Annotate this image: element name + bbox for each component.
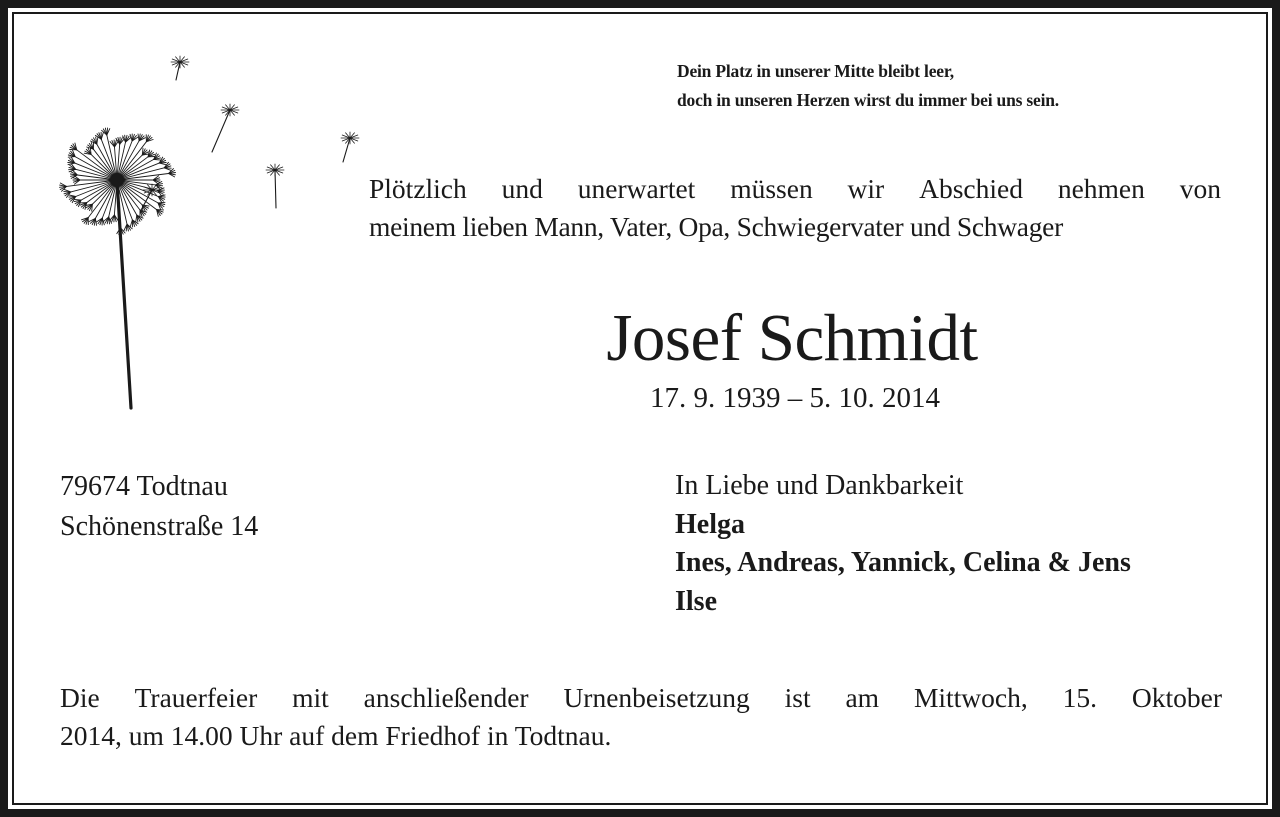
- funeral-word: anschließender: [363, 682, 529, 713]
- intro-text: [369, 170, 1221, 246]
- family-name: Ines, Andreas, Yannick, Celina & Jens: [675, 547, 1131, 578]
- address-street: Schönenstraße 14: [60, 511, 259, 542]
- intro-word: Abschied: [919, 173, 1023, 204]
- intro-word: müssen: [730, 173, 813, 204]
- funeral-line-1: [60, 679, 1222, 717]
- family-block: [675, 467, 1235, 621]
- deceased-name: Josef Schmidt: [606, 301, 978, 375]
- motto-verse: [677, 57, 1237, 115]
- motto-line-1: Dein Platz in unserer Mitte bleibt leer,: [677, 61, 954, 81]
- address-block: [60, 467, 258, 547]
- intro-word: und: [501, 173, 543, 204]
- funeral-line-2: 2014, um 14.00 Uhr auf dem Friedhof in Todtnau.: [60, 720, 612, 751]
- family-name: Helga: [675, 508, 745, 540]
- dandelion-icon: [40, 40, 380, 420]
- intro-word: unerwartet: [577, 173, 696, 204]
- intro-line-2: meinem lieben Mann, Vater, Opa, Schwiegervater und Schwager: [369, 211, 1063, 242]
- funeral-word: mit: [292, 682, 329, 713]
- funeral-word: Trauerfeier: [134, 682, 258, 713]
- intro-word: von: [1179, 173, 1221, 204]
- intro-word: Plötzlich: [369, 173, 467, 204]
- intro-line-1: [369, 170, 1221, 208]
- family-name: Ilse: [675, 585, 717, 617]
- intro-word: nehmen: [1057, 173, 1145, 204]
- funeral-word: 15.: [1062, 682, 1097, 713]
- funeral-word: Urnenbeisetzung: [563, 682, 750, 713]
- intro-word: wir: [847, 173, 885, 204]
- family-intro: In Liebe und Dankbarkeit: [675, 470, 964, 501]
- address-city: 79674 Todtnau: [60, 471, 228, 502]
- funeral-notice: [60, 679, 1222, 755]
- funeral-word: ist: [784, 682, 811, 713]
- life-dates: 17. 9. 1939 – 5. 10. 2014: [650, 382, 940, 414]
- funeral-word: am: [845, 682, 880, 713]
- funeral-word: Die: [60, 682, 100, 713]
- funeral-word: Mittwoch,: [913, 682, 1028, 713]
- funeral-word: Oktober: [1131, 682, 1222, 713]
- motto-line-2: doch in unseren Herzen wirst du immer bei uns sein.: [677, 90, 1059, 110]
